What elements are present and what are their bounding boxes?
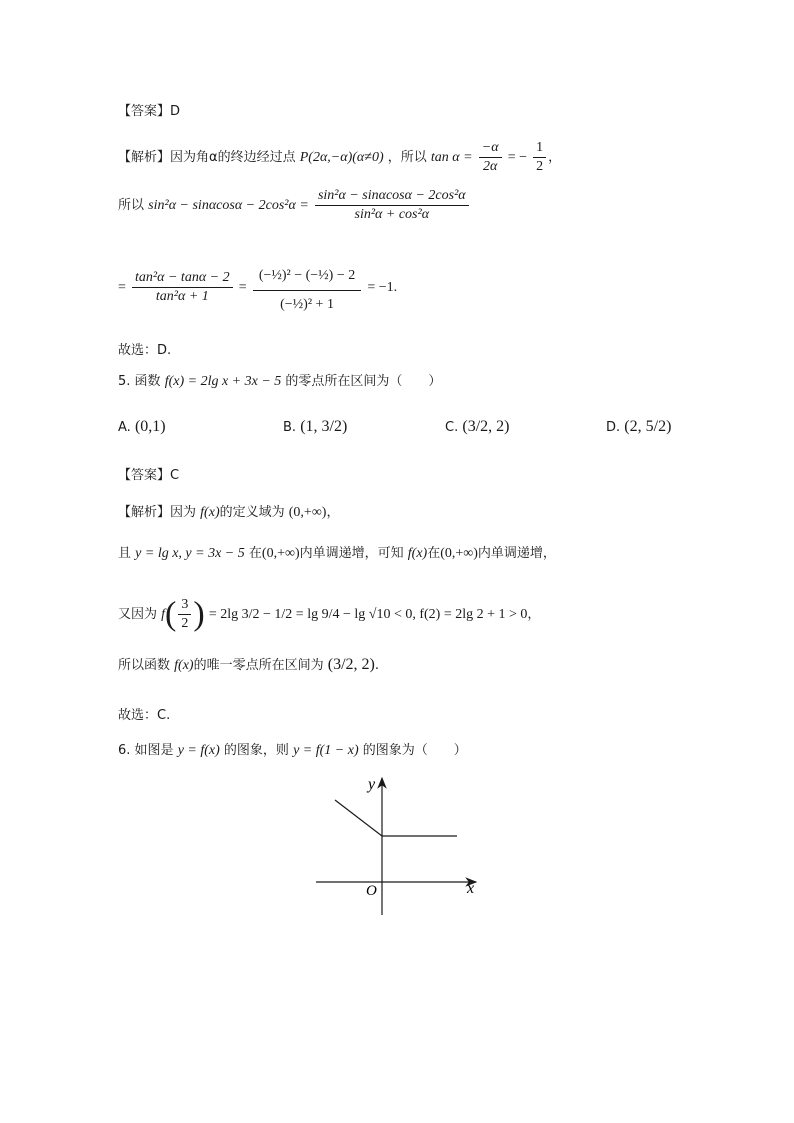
q5-option-c-value: (3/2, 2) <box>462 418 510 435</box>
q5-analysis-expr: = 2lg 3/2 − 1/2 = lg 9/4 − lg √10 < 0, f(2) = 2lg 2 + 1 > 0 <box>208 607 528 622</box>
q5-option-a[interactable]: A. (0,1) <box>118 418 166 435</box>
function-curve <box>335 800 457 836</box>
q4-line1-mid: ，所以 <box>387 150 427 165</box>
q4-line1-eq: = − <box>507 150 527 165</box>
q5-analysis-line1: 【解析】因为 f(x)的定义域为 (0,+∞)， <box>118 505 340 520</box>
q5-option-a-value: (0,1) <box>134 418 166 435</box>
q5-option-d-value: (2, 5/2) <box>624 418 672 435</box>
q4-line3-frac: $\frac{\text{tan²α − tanα − 2}}{\text{tan²α + 1}}$ <box>132 270 233 305</box>
q5-analysis-line2: 且 y = lg x, y = 3x − 5 在(0,+∞)内单调递增，可知 f(x)在(0,+∞)内单调递增， <box>118 546 556 561</box>
q4-analysis-line3: = $\frac{\text{tan²α − tanα − 2}}{\text{tan²α + 1}}$ = $\frac{\text{(−½)² − (−½) − 2}}{\text{(−½)² + 1}}$ = −1. <box>118 262 397 313</box>
q6-stem-expr2: y = f(1 − x) <box>293 743 359 758</box>
q4-analysis-line1: 【解析】因为角α的终边经过点 P(2α,−α)(α≠0) ，所以 tan α = $\frac{-\alpha}{2\alpha}$ = − $\frac{1}{2}$ ， <box>118 140 562 174</box>
q5-option-d[interactable]: D. (2, 5/2) <box>606 418 672 435</box>
q4-answer-value: D <box>170 104 181 119</box>
q4-line2-frac: $\frac{\text{sin²α − sinαcosα − 2cos²α}}{\text{sin²α + cos²α}}$ <box>315 188 469 223</box>
origin-label: O <box>366 883 377 899</box>
q4-line1-frac: $\frac{-\alpha}{2\alpha}$ <box>479 140 502 175</box>
q4-answer-label: 【答案】 <box>118 104 171 119</box>
q5-analysis-line3: 又因为 f( $\frac{3}{2}$ ) = 2lg 3/2 − 1/2 = lg 9/4 − lg √10 < 0, f(2) = 2lg 2 + 1 > 0， <box>118 595 541 633</box>
x-axis-label: x <box>467 880 475 897</box>
q4-line2-text: 所以 <box>118 198 145 213</box>
q5-conclusion: 故选：C. <box>118 708 171 723</box>
q4-line1-tan: tan α = <box>430 150 473 165</box>
q5-answer-value: C <box>170 468 180 483</box>
q5-option-c[interactable]: C. (3/2, 2) <box>445 418 510 435</box>
q4-conclusion: 故选：D. <box>118 343 172 358</box>
q5-stem-expr: f(x) = 2lg x + 3x − 5 <box>164 374 282 389</box>
q5-analysis-line4: 所以函数 f(x)的唯一零点所在区间为 (3/2, 2). <box>118 656 379 673</box>
q4-line3-result: = −1. <box>367 280 398 295</box>
q6-stem-expr1: y = f(x) <box>177 743 220 758</box>
q5-interval: (3/2, 2) <box>327 656 375 673</box>
y-axis-label: y <box>368 776 376 793</box>
q4-line1-point: P(2α,−α)(α≠0) <box>299 150 384 165</box>
q4-answer <box>118 103 180 121</box>
q4-analysis-line2 <box>118 188 471 223</box>
q4-line1-half: $\frac{1}{2}$ <box>533 140 546 175</box>
q6-stem: 6. 如图是 y = f(x) 的图象，则 y = f(1 − x) 的图象为（ ） <box>118 743 467 758</box>
q4-line1-text: 因为角α的终边经过点 <box>170 150 296 165</box>
q4-line2-expr: sin²α − sinαcosα − 2cos²α = <box>148 198 309 213</box>
q4-analysis-label: 【解析】 <box>118 150 171 165</box>
q5-stem: 5. 函数 f(x) = 2lg x + 3x − 5 的零点所在区间为（ ） <box>118 374 442 389</box>
q5-option-b[interactable]: B. (1, 3/2) <box>283 418 348 435</box>
q5-option-b-value: (1, 3/2) <box>300 418 348 435</box>
q5-answer: 【答案】C <box>118 468 180 483</box>
q4-line3-bigfrac: $\frac{\text{(−½)² − (−½) − 2}}{\text{(−½)² + 1}}$ <box>253 262 361 313</box>
